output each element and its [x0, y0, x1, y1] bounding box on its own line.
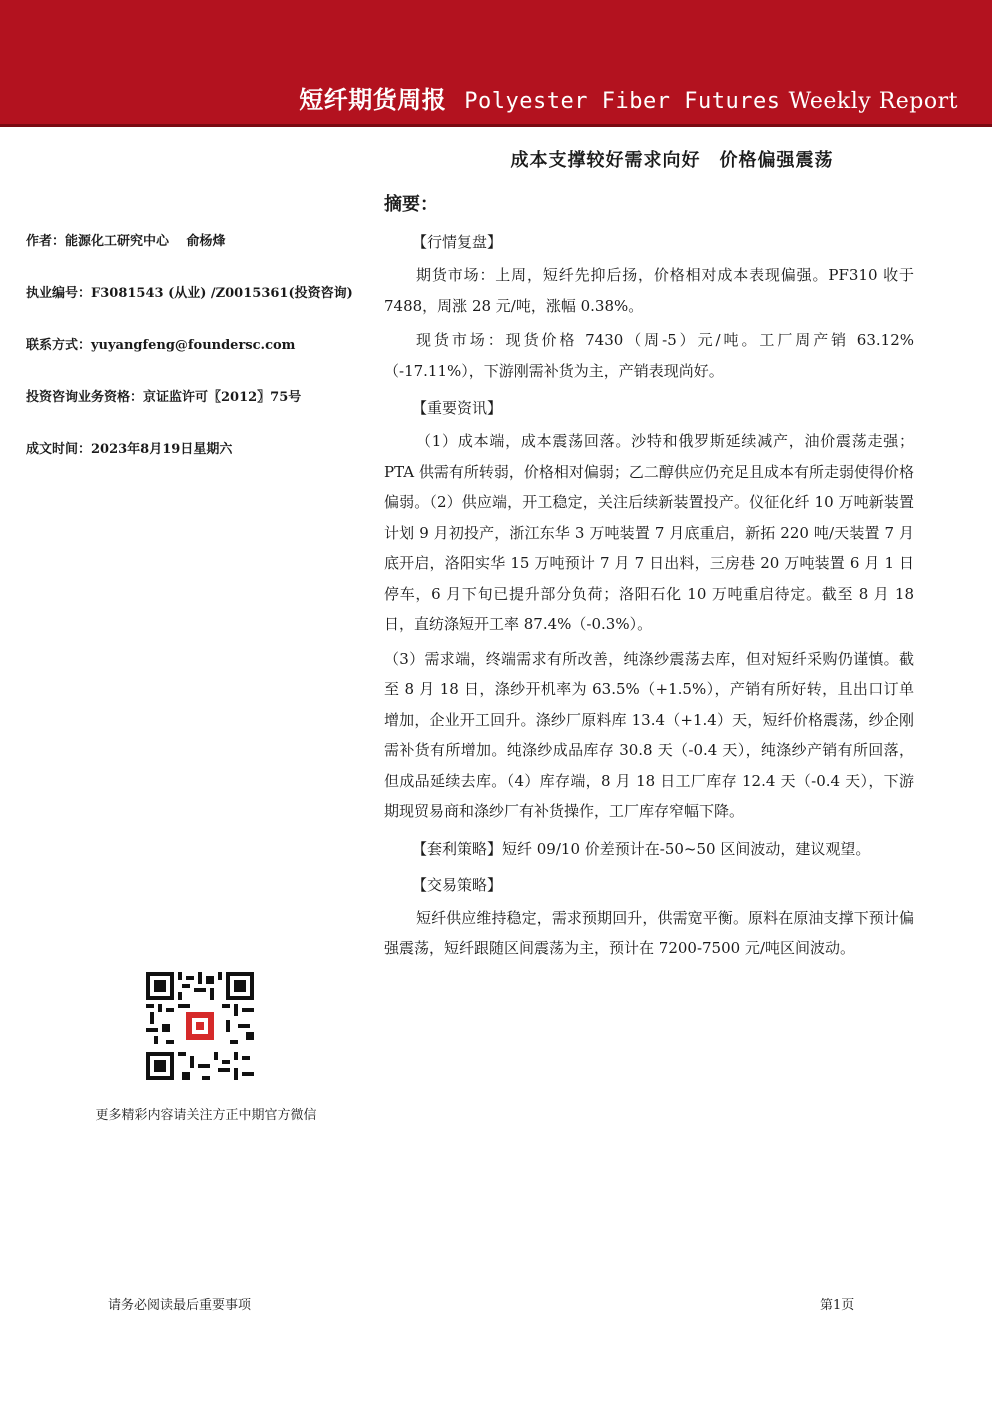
futures-market-paragraph: 期货市场：上周，短纤先抑后扬，价格相对成本表现偏强。PF310 收于 7488，周涨 28 元/吨，涨幅 0.38%。	[384, 266, 914, 315]
header-title-en2: Weekly Report	[788, 89, 958, 114]
author-line: 作者：能源化工研究中心 俞杨烽	[26, 234, 226, 249]
header-title-cn: 短纤期货周报	[299, 86, 447, 114]
header-title-en: Polyester Fiber Futures	[464, 89, 781, 114]
summary-label: 摘要：	[384, 194, 438, 215]
news-paragraph-cost-supply: （1）成本端，成本震荡回落。沙特和俄罗斯延续减产，油价震荡走强；PTA 供需有所转弱，价格相对偏弱；乙二醇供应仍充足且成本有所走弱使得价格偏弱。（2）供应端，开工稳定，关注后续新装置投产。仪征化纤 10 万吨新装置计划 9 月初投产，浙江东华 3 万吨装置 7 月底重启，新拓 220 吨/天装置 7 月底开启，洛阳实华 15 万吨预计 7 月 7 日出料，三房巷 20 万吨装置 6 月 1 日停车，6 月下旬已提升部分负荷；洛阳石化 10 万吨重启待定。截至 8 月 18 日，直纺涤短开工率 87.4%（-0.3%）。	[384, 432, 914, 633]
section-market-review: 【行情复盘】	[412, 233, 503, 251]
date-line: 成文时间：2023年8月19日星期六	[26, 442, 233, 457]
qr-caption: 更多精彩内容请关注方正中期官方微信	[95, 1108, 317, 1123]
sidebar-info	[26, 232, 366, 492]
wechat-qr-code	[146, 972, 254, 1080]
news-paragraph-demand-inventory: （3）需求端，终端需求有所改善，纯涤纱震荡去库，但对短纤采购仍谨慎。截至 8 月 18 日，涤纱开机率为 63.5%（+1.5%），产销有所好转，且出口订单增加，企业开工回升。涤纱厂原料库 13.4（+1.4）天，短纤价格震荡，纱企刚需补货有所增加。纯涤纱成品库存 30.8 天（-0.4 天），纯涤纱产销有所回落，但成品延续去库。（4）库存端，8 月 18 日工厂库存 12.4 天（-0.4 天），下游期现贸易商和涤纱厂有补货操作，工厂库存窄幅下降。	[384, 649, 914, 820]
section-arbitrage-strategy: 【套利策略】短纤 09/10 价差预计在-50~50 区间波动，建议观望。	[412, 839, 871, 858]
contact-line: 联系方式：yuyangfeng@foundersc.com	[26, 338, 296, 353]
report-title: 成本支撑较好需求向好 价格偏强震荡	[510, 150, 834, 171]
qualification-line: 投资咨询业务资格：京证监许可〖2012〗75号	[26, 390, 302, 405]
section-important-news: 【重要资讯】	[412, 399, 503, 417]
report-body	[384, 142, 914, 968]
spot-market-paragraph: 现货市场：现货价格 7430（周-5）元/吨。工厂周产销 63.12%（-17.11%），下游刚需补货为主，产销表现尚好。	[384, 331, 914, 380]
license-line: 执业编号：F3081543 (从业) /Z0015361(投资咨询)	[26, 286, 353, 301]
trading-strategy-paragraph: 短纤供应维持稳定，需求预期回升，供需宽平衡。原料在原油支撑下预计偏强震荡，短纤跟随区间震荡为主，预计在 7200-7500 元/吨区间波动。	[384, 908, 914, 957]
report-header-title	[299, 80, 958, 115]
section-trading-strategy: 【交易策略】	[412, 875, 503, 894]
header-divider	[0, 124, 992, 127]
footer-notice: 请务必阅读最后重要事项	[108, 1298, 252, 1313]
page-number: 第1页	[820, 1298, 855, 1313]
